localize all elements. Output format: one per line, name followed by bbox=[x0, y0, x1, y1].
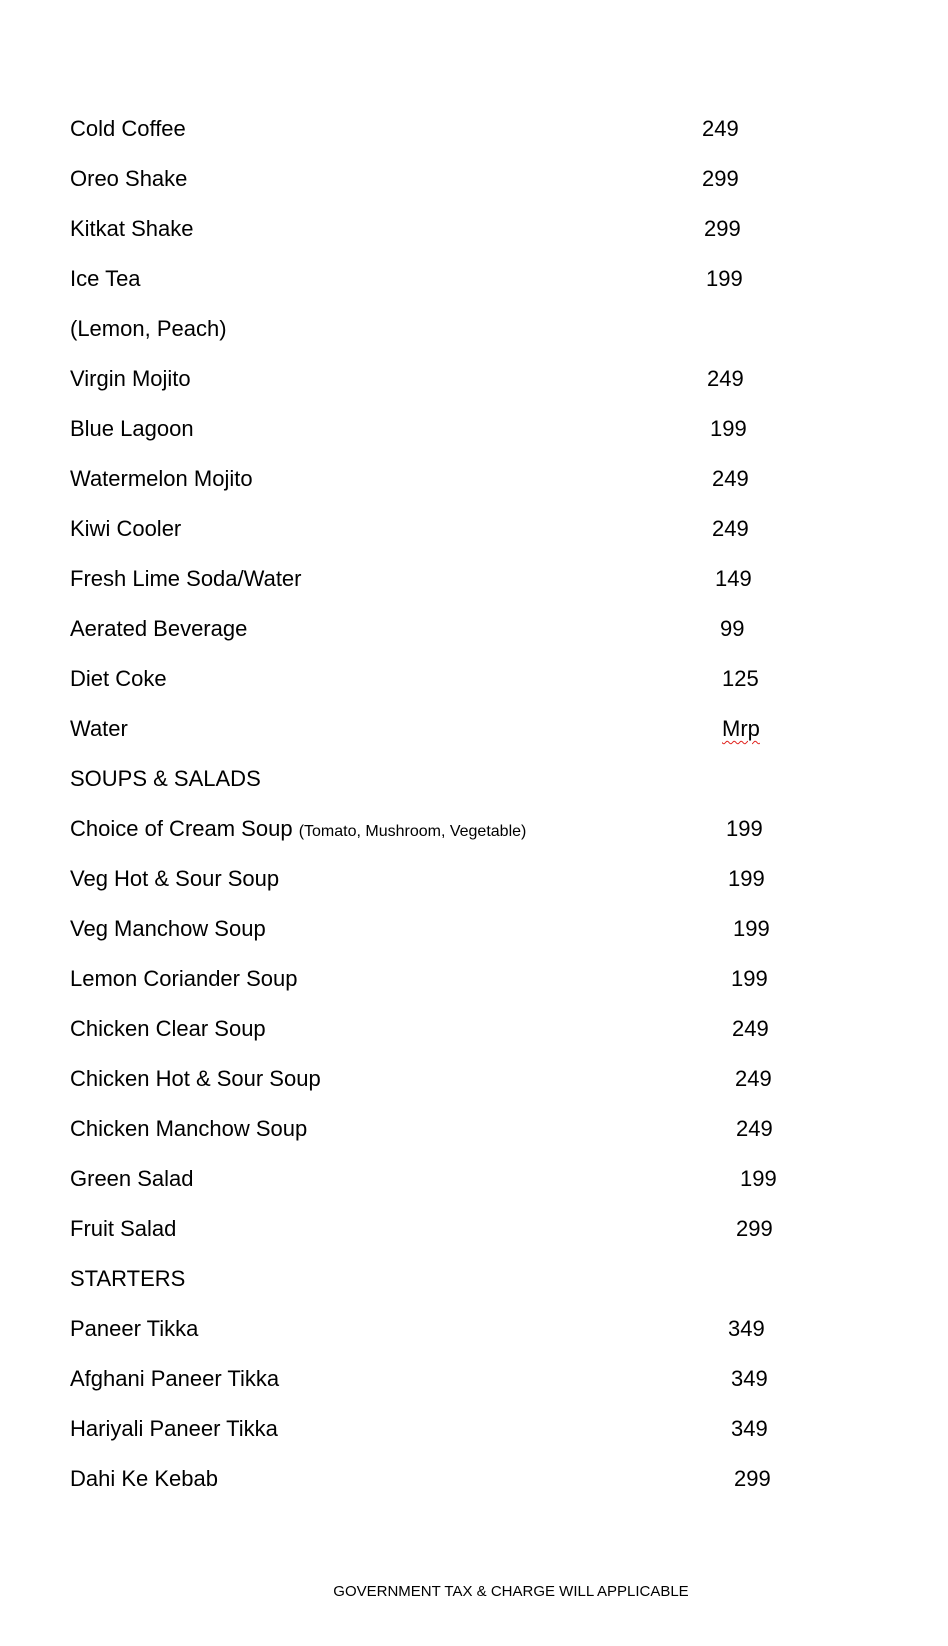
menu-item bbox=[70, 904, 870, 954]
item-price: 199 bbox=[733, 916, 770, 941]
item-name-group bbox=[70, 804, 526, 857]
item-price: 199 bbox=[710, 416, 747, 441]
item-note: (Tomato, Mushroom, Vegetable) bbox=[298, 823, 527, 840]
item-name: Dahi Ke Kebab bbox=[70, 1466, 218, 1491]
menu-item bbox=[70, 704, 870, 754]
menu-item bbox=[70, 1354, 870, 1404]
item-name: Fruit Salad bbox=[70, 1216, 177, 1241]
menu-item bbox=[70, 154, 870, 204]
item-price: 249 bbox=[736, 1116, 773, 1141]
item-price: 249 bbox=[707, 366, 744, 391]
item-price: 349 bbox=[731, 1416, 768, 1441]
item-name: Virgin Mojito bbox=[70, 366, 191, 391]
item-price: 249 bbox=[732, 1016, 769, 1041]
item-name: Blue Lagoon bbox=[70, 416, 194, 441]
item-name: Fresh Lime Soda/Water bbox=[70, 566, 302, 591]
menu-item bbox=[70, 554, 870, 604]
item-price: 199 bbox=[731, 966, 768, 991]
item-name: (Lemon, Peach) bbox=[70, 316, 227, 341]
item-name: Ice Tea bbox=[70, 266, 141, 291]
menu-item bbox=[70, 404, 870, 454]
section-heading-starters bbox=[70, 1254, 870, 1304]
menu-item bbox=[70, 1454, 870, 1504]
item-price: 199 bbox=[706, 266, 743, 291]
item-name: Kiwi Cooler bbox=[70, 516, 182, 541]
item-name: Choice of Cream Soup bbox=[70, 816, 293, 841]
item-price: 99 bbox=[720, 616, 745, 641]
item-price: 299 bbox=[704, 216, 741, 241]
item-price: Mrp bbox=[722, 716, 760, 741]
menu-item bbox=[70, 654, 870, 704]
menu-item bbox=[70, 1404, 870, 1454]
item-name: Cold Coffee bbox=[70, 116, 186, 141]
item-name: Chicken Clear Soup bbox=[70, 1016, 266, 1041]
item-price: 299 bbox=[734, 1466, 771, 1491]
menu-item bbox=[70, 854, 870, 904]
item-price: 199 bbox=[740, 1166, 777, 1191]
menu-item bbox=[70, 104, 870, 154]
item-price: 299 bbox=[736, 1216, 773, 1241]
item-name: Hariyali Paneer Tikka bbox=[70, 1416, 278, 1441]
menu-item bbox=[70, 1104, 870, 1154]
item-price: 249 bbox=[712, 516, 749, 541]
item-price: 249 bbox=[735, 1066, 772, 1091]
item-name: Chicken Hot & Sour Soup bbox=[70, 1066, 321, 1091]
item-name: Afghani Paneer Tikka bbox=[70, 1366, 280, 1391]
section-heading: SOUPS & SALADS bbox=[70, 766, 261, 791]
menu-item bbox=[70, 954, 870, 1004]
menu-item bbox=[70, 204, 870, 254]
menu-item bbox=[70, 1054, 870, 1104]
item-name-group bbox=[70, 904, 266, 954]
item-price: 349 bbox=[731, 1366, 768, 1391]
item-name: Green Salad bbox=[70, 1166, 194, 1191]
item-price: 149 bbox=[715, 566, 752, 591]
menu-item bbox=[70, 1204, 870, 1254]
item-price: 249 bbox=[702, 116, 739, 141]
menu-item bbox=[70, 454, 870, 504]
item-name: Watermelon Mojito bbox=[70, 466, 253, 491]
menu-item bbox=[70, 254, 870, 304]
item-name: Kitkat Shake bbox=[70, 216, 194, 241]
tax-notice: GOVERNMENT TAX & CHARGE WILL APPLICABLE bbox=[333, 1583, 689, 1600]
menu-list bbox=[70, 104, 870, 1504]
menu-item bbox=[70, 804, 870, 854]
item-price: 249 bbox=[712, 466, 749, 491]
menu-item bbox=[70, 1304, 870, 1354]
item-name: Lemon Coriander Soup bbox=[70, 966, 298, 991]
menu-item bbox=[70, 604, 870, 654]
item-price: 199 bbox=[728, 866, 765, 891]
section-heading: STARTERS bbox=[70, 1266, 186, 1291]
item-name: Oreo Shake bbox=[70, 166, 188, 191]
item-name: Chicken Manchow Soup bbox=[70, 1116, 308, 1141]
menu-item bbox=[70, 354, 870, 404]
item-name: Paneer Tikka bbox=[70, 1316, 199, 1341]
item-name: Veg Hot & Sour Soup bbox=[70, 866, 280, 891]
item-price: 299 bbox=[702, 166, 739, 191]
menu-item bbox=[70, 1154, 870, 1204]
section-heading-soups-salads bbox=[70, 754, 870, 804]
item-name: Aerated Beverage bbox=[70, 616, 248, 641]
menu-item bbox=[70, 504, 870, 554]
item-price: 199 bbox=[726, 816, 763, 841]
item-name: Water bbox=[70, 716, 128, 741]
item-name: Veg Manchow Soup bbox=[70, 916, 266, 941]
menu-item-note bbox=[70, 304, 870, 354]
item-price: 349 bbox=[728, 1316, 765, 1341]
item-price: 125 bbox=[722, 666, 759, 691]
item-name: Diet Coke bbox=[70, 666, 167, 691]
menu-item bbox=[70, 1004, 870, 1054]
